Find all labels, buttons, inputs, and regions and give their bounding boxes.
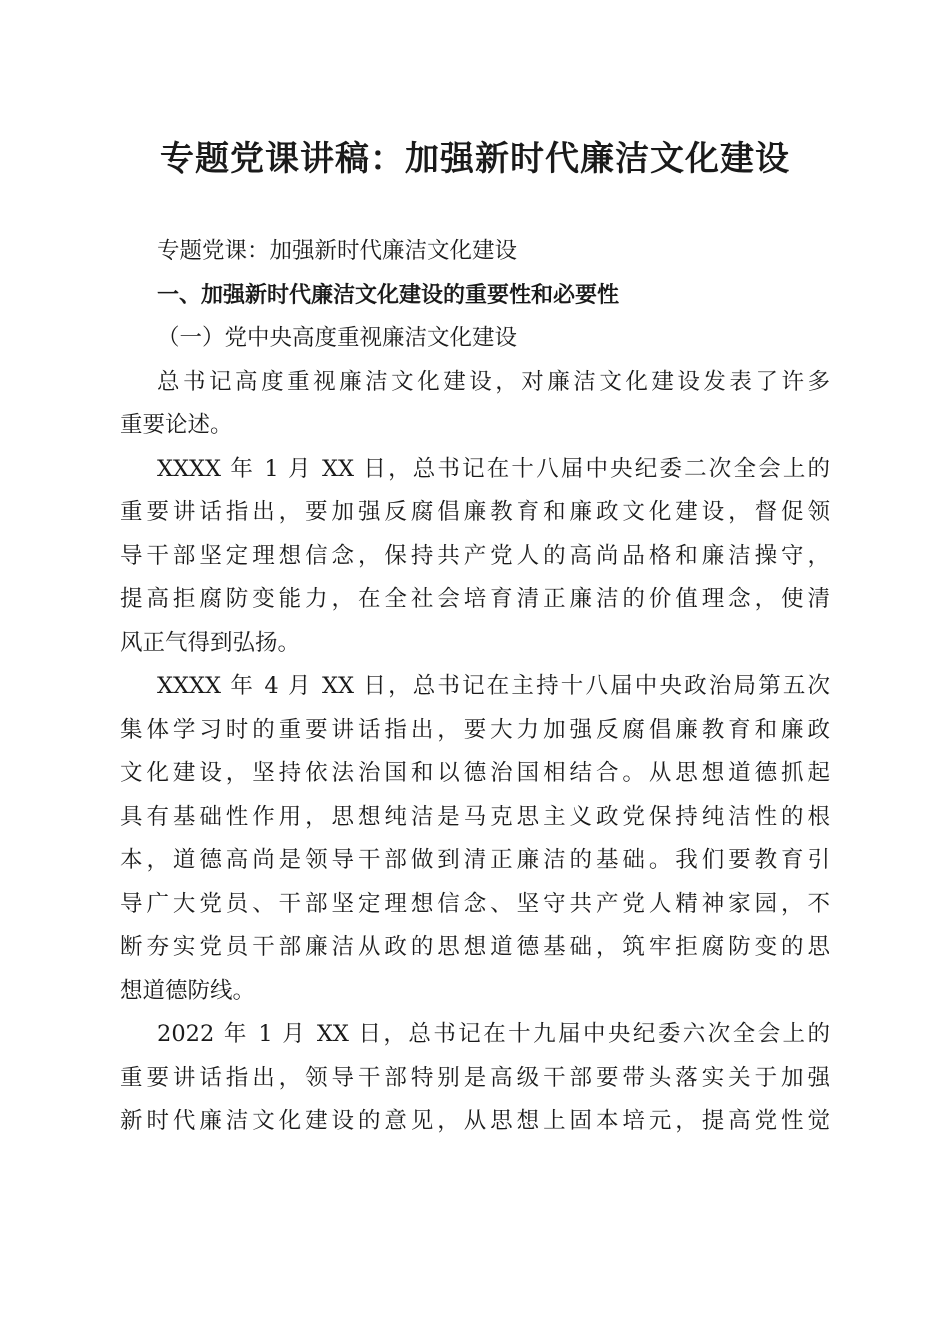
paragraph-line: 导广大党员、干部坚定理想信念、坚守共产党人精神家园，不 <box>120 890 830 917</box>
subtitle-line: 专题党课：加强新时代廉洁文化建设 <box>157 238 518 264</box>
section-heading: 一、加强新时代廉洁文化建设的重要性和必要性 <box>157 282 620 308</box>
document-page <box>120 0 830 1134</box>
paragraph-1 <box>120 361 830 448</box>
paragraph-3 <box>120 665 830 1013</box>
paragraph-line: 集体学习时的重要讲话指出，要大力加强反腐倡廉教育和廉政 <box>120 716 830 743</box>
paragraph-line: 新时代廉洁文化建设的意见，从思想上固本培元，提高党性觉 <box>120 1108 830 1134</box>
document-title: 专题党课讲稿：加强新时代廉洁文化建设 <box>160 139 790 179</box>
paragraph-2 <box>120 448 830 666</box>
paragraph-line: 本，道德高尚是领导干部做到清正廉洁的基础。我们要教育引 <box>120 847 830 873</box>
paragraph-line: 想道德防线。 <box>120 977 256 1004</box>
paragraph-line: 2022 年 1 月 XX 日，总书记在十九届中央纪委六次全会上的 <box>157 1021 830 1047</box>
paragraph-line: 断夯实党员干部廉洁从政的思想道德基础，筑牢拒腐防变的思 <box>120 934 830 960</box>
paragraph-line: XXXX 年 4 月 XX 日，总书记在主持十八届中央政治局第五次 <box>157 673 830 699</box>
paragraph-line: 导干部坚定理想信念，保持共产党人的高尚品格和廉洁操守， <box>120 542 830 569</box>
paragraph-line: 重要讲话指出，要加强反腐倡廉教育和廉政文化建设，督促领 <box>120 499 830 525</box>
paragraph-4 <box>120 1013 830 1144</box>
paragraph-line: 具有基础性作用，思想纯洁是马克思主义政党保持纯洁性的根 <box>120 803 830 830</box>
paragraph-line: 文化建设，坚持依法治国和以德治国相结合。从思想道德抓起 <box>120 760 830 786</box>
document-body <box>120 230 830 1144</box>
paragraph-line: 总书记高度重视廉洁文化建设，对廉洁文化建设发表了许多 <box>157 368 830 395</box>
paragraph-line: 重要论述。 <box>120 412 233 438</box>
paragraph-line: XXXX 年 1 月 XX 日，总书记在十八届中央纪委二次全会上的 <box>157 455 830 482</box>
paragraph-line: 提高拒腐防变能力，在全社会培育清正廉洁的价值理念，使清 <box>120 586 830 612</box>
paragraph-line: 风正气得到弘扬。 <box>120 629 301 656</box>
subsection-heading: （一）党中央高度重视廉洁文化建设 <box>157 325 518 351</box>
paragraph-line: 重要讲话指出，领导干部特别是高级干部要带头落实关于加强 <box>120 1064 830 1091</box>
